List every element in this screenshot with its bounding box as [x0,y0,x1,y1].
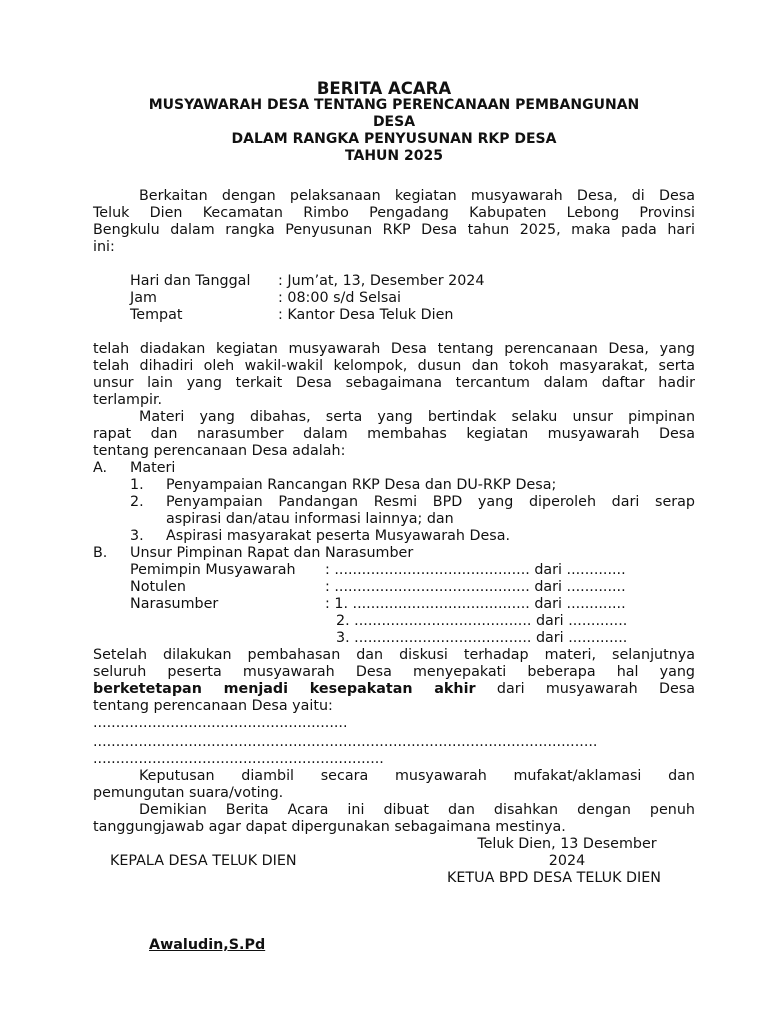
schedule-label-date: Hari dan Tanggal [130,273,251,289]
materi-line: Materi yang dibahas, serta yang bertindak selaku unsur pimpinan [139,409,695,425]
decision-line: pemungutan suara/voting. [93,785,284,801]
intro-line: Berkaitan dengan pelaksanaan kegiatan musyawarah Desa, di Desa [139,188,695,204]
document-title: BERITA ACARA [316,79,452,98]
list-item-text: Penyampaian Pandangan Resmi BPD yang diperoleh dari serap [166,494,695,510]
intro-line: ini: [93,239,115,255]
role-value-speaker-2: 2. ....................................... dari ............. [336,613,628,629]
list-item-number: 3. [130,528,144,544]
schedule-value-date: : Jum’at, 13, Desember 2024 [278,273,485,289]
place-date: Teluk Dien, 13 Desember [477,836,657,852]
list-item-text: Penyampaian Rancangan RKP Desa dan DU-RKP Desa; [166,477,557,493]
section-a-title: Materi [130,460,176,476]
role-label-speaker: Narasumber [130,596,219,612]
result-line: seluruh peserta musyawarah Desa menyepakati beberapa hal yang [93,664,695,680]
signatory-left-name: Awaludin,S.Pd [149,937,266,953]
result-emphasis: berketetapan menjadi kesepakatan akhir [93,681,476,697]
list-item-text-continued: aspirasi dan/atau informasi lainnya; dan [166,511,454,527]
role-value-speaker-3: 3. ....................................... dari ............. [336,630,628,646]
document-subtitle: TAHUN 2025 [345,148,443,164]
blank-dotted-line: ............................................................................................................... [93,734,598,750]
closing-line: Demikian Berita Acara ini dibuat dan disahkan dengan penuh [139,802,695,818]
result-line [93,681,695,698]
closing-line: tanggungjawab agar dapat dipergunakan sebagaimana mestinya. [93,819,566,835]
document-subtitle: DALAM RANGKA PENYUSUNAN RKP DESA [231,131,557,147]
schedule-label-time: Jam [130,290,157,306]
list-item-number: 2. [130,494,144,510]
intro-line: Teluk Dien Kecamatan Rimbo Pengadang Kabupaten Lebong Provinsi [93,205,695,221]
result-line: tentang perencanaan Desa yaitu: [93,698,333,714]
held-line: telah diadakan kegiatan musyawarah Desa tentang perencanaan Desa, yang [93,341,695,357]
intro-line: Bengkulu dalam rangka Penyusunan RKP Desa tahun 2025, maka pada hari [93,222,695,238]
document-subtitle: DESA [372,114,416,130]
held-line: telah dihadiri oleh wakil-wakil kelompok, dusun dan tokoh masyarakat, serta [93,358,695,374]
schedule-value-time: : 08:00 s/d Selsai [278,290,402,306]
materi-line: rapat dan narasumber dalam membahas kegiatan musyawarah Desa [93,426,695,442]
role-value-leader: : ........................................... dari ............. [325,562,626,578]
section-a-marker: A. [93,460,108,476]
role-label-leader: Pemimpin Musyawarah [130,562,296,578]
blank-dotted-line: ................................................................ [93,751,384,767]
section-b-marker: B. [93,545,108,561]
decision-line: Keputusan diambil secara musyawarah mufakat/aklamasi dan [139,768,695,784]
blank-dotted-line: ........................................................ [93,715,348,731]
schedule-label-place: Tempat [130,307,183,323]
held-line: terlampir. [93,392,163,408]
list-item-number: 1. [130,477,144,493]
role-label-notulen: Notulen [130,579,186,595]
role-value-notulen: : ........................................... dari ............. [325,579,626,595]
list-item-text: Aspirasi masyarakat peserta Musyawarah Desa. [166,528,511,544]
result-line: Setelah dilakukan pembahasan dan diskusi terhadap materi, selanjutnya [93,647,695,663]
held-line: unsur lain yang terkait Desa sebagaimana tercantum dalam daftar hadir [93,375,695,391]
result-line-rest: dari musyawarah Desa [475,681,695,697]
materi-line: tentang perencanaan Desa adalah: [93,443,346,459]
schedule-value-place: : Kantor Desa Teluk Dien [278,307,454,323]
section-b-title: Unsur Pimpinan Rapat dan Narasumber [130,545,414,561]
signatory-left-title: KEPALA DESA TELUK DIEN [110,853,297,869]
place-date-year: 2024 [548,853,586,869]
role-value-speaker-1: : 1. ....................................... dari ............. [325,596,626,612]
document-subtitle: MUSYAWARAH DESA TENTANG PERENCANAAN PEMBANGUNAN [148,97,640,113]
signatory-right-title: KETUA BPD DESA TELUK DIEN [447,870,661,886]
